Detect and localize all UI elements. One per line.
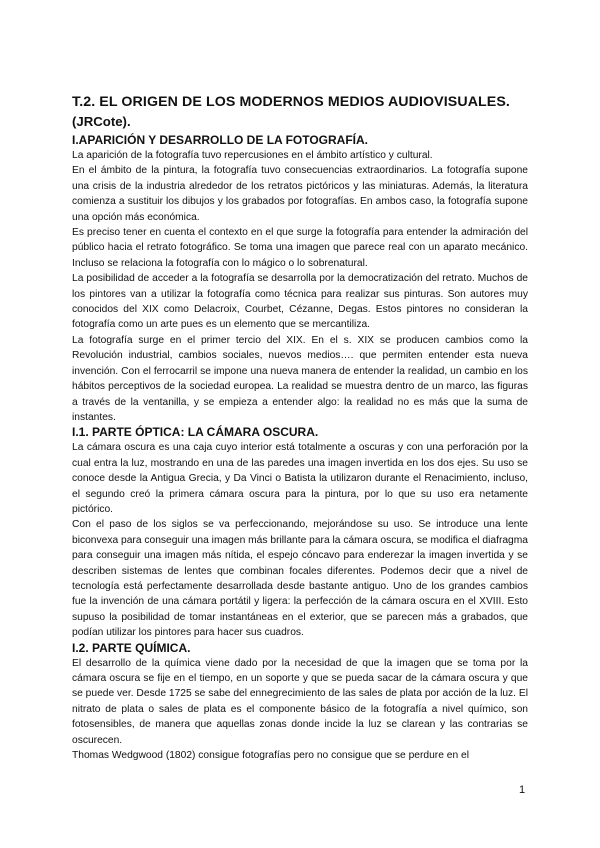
paragraph: La posibilidad de acceder a la fotografía se desarrolla por la democratización del retrato. Muchos de los pintores van a utilizar la fotografía como técnica para realizar sus pinturas. Son autores muy conocidos del XIX como Delacroix, Courbet, Cézanne, Degas. Estos pintores no consideran la fotografía como un arte pues es un elemento que se mercantiliza.	[72, 273, 528, 331]
paragraph: En el ámbito de la pintura, la fotografía tuvo consecuencias extraordinarios. La fotografía supone una crisis de la industria alrededor de los retratos pictóricos y las miniaturas. Además, la literatura comienza a sustituir los dibujos y los grabados por fotografías. En ambos caso, la fotografía supone una opción más económica.	[72, 165, 528, 223]
document-title: T.2. EL ORIGEN DE LOS MODERNOS MEDIOS AUDIOVISUALES.	[72, 94, 510, 110]
paragraph: El desarrollo de la química viene dado por la necesidad de que la imagen que se toma por la cámara oscura se fije en el tiempo, en un soporte y que se pueda sacar de la cámara oscura y que se puede ver. Desde 1725 se sabe del ennegrecimiento de las sales de plata por acción de la luz. El nitrato de plata o sales de plata es el componente básico de la fotografía a nivel químico, son fotosensibles, de manera que aquellas zonas donde incide la luz se clarean y las contrarias se oscurecen.	[72, 657, 528, 746]
section-heading-parte-optica: I.1. PARTE ÓPTICA: LA CÁMARA OSCURA.	[72, 425, 319, 440]
paragraph: La cámara oscura es una caja cuyo interior está totalmente a oscuras y con una perforación por la cual entra la luz, mostrando en una de las paredes una imagen invertida en los dos ejes. Su uso se conoce desde la Antigua Grecia, y Da Vinci o Batista la utilizaron durante el Renacimiento, incluso, el segundo creó la primera cámara oscura para la pintura, por lo que su uso era netamente pictórico.	[72, 442, 528, 515]
paragraph: Thomas Wedgwood (1802) consigue fotografías pero no consigue que se perdure en el	[72, 750, 469, 762]
section-heading-aparicion: I.APARICIÓN Y DESARROLLO DE LA FOTOGRAFÍA.	[72, 133, 369, 147]
document-author: (JRCote).	[72, 114, 131, 129]
page-number: 1	[519, 784, 526, 796]
section-heading-parte-quimica: I.2. PARTE QUÍMICA.	[72, 640, 191, 655]
page-content	[72, 92, 528, 763]
paragraph: La fotografía surge en el primer tercio del XIX. En el s. XIX se producen cambios como la Revolución industrial, cambios sociales, nuevos medios…. que permiten entender esta nueva invención. Con el ferrocarril se impone una nueva manera de entender la realidad, un cambio en los hábitos perceptivos de la sociedad europea. La realidad se muestra dentro de un marco, las figuras a través de la ventanilla, y se empieza a entender algo: la realidad no es más que la suma de instantes.	[72, 334, 528, 423]
paragraph: La aparición de la fotografía tuvo repercusiones en el ámbito artístico y cultural.	[72, 150, 433, 161]
paragraph: Es preciso tener en cuenta el contexto en el que surge la fotografía para entender la admiración del público hacia el retrato fotográfico. Se toma una imagen que parece real con un aparato mecánico. Incluso se relaciona la fotografía con lo mágico o lo sobrenatural.	[72, 227, 528, 269]
paragraph: Con el paso de los siglos se va perfeccionando, mejorándose su uso. Se introduce una lente biconvexa para conseguir una imagen más brillante para la cámara oscura, se modifica el diafragma para conseguir una imagen más nítida, el espejo cóncavo para enderezar la imagen invertida y se describen sistemas de lentes que combinan focales diferentes. Podemos decir que a nivel de tecnología está perfectamente desarrollada desde bastante antiguo. Uno de los grandes cambios fue la invención de una cámara portátil y ligera: la perfección de la cámara oscura en el XVIII. Esto supuso la posibilidad de tomar instantáneas en el exterior, que se parecen más a grabados, que podían utilizar los pintores para hacer sus cuadros.	[72, 519, 528, 639]
